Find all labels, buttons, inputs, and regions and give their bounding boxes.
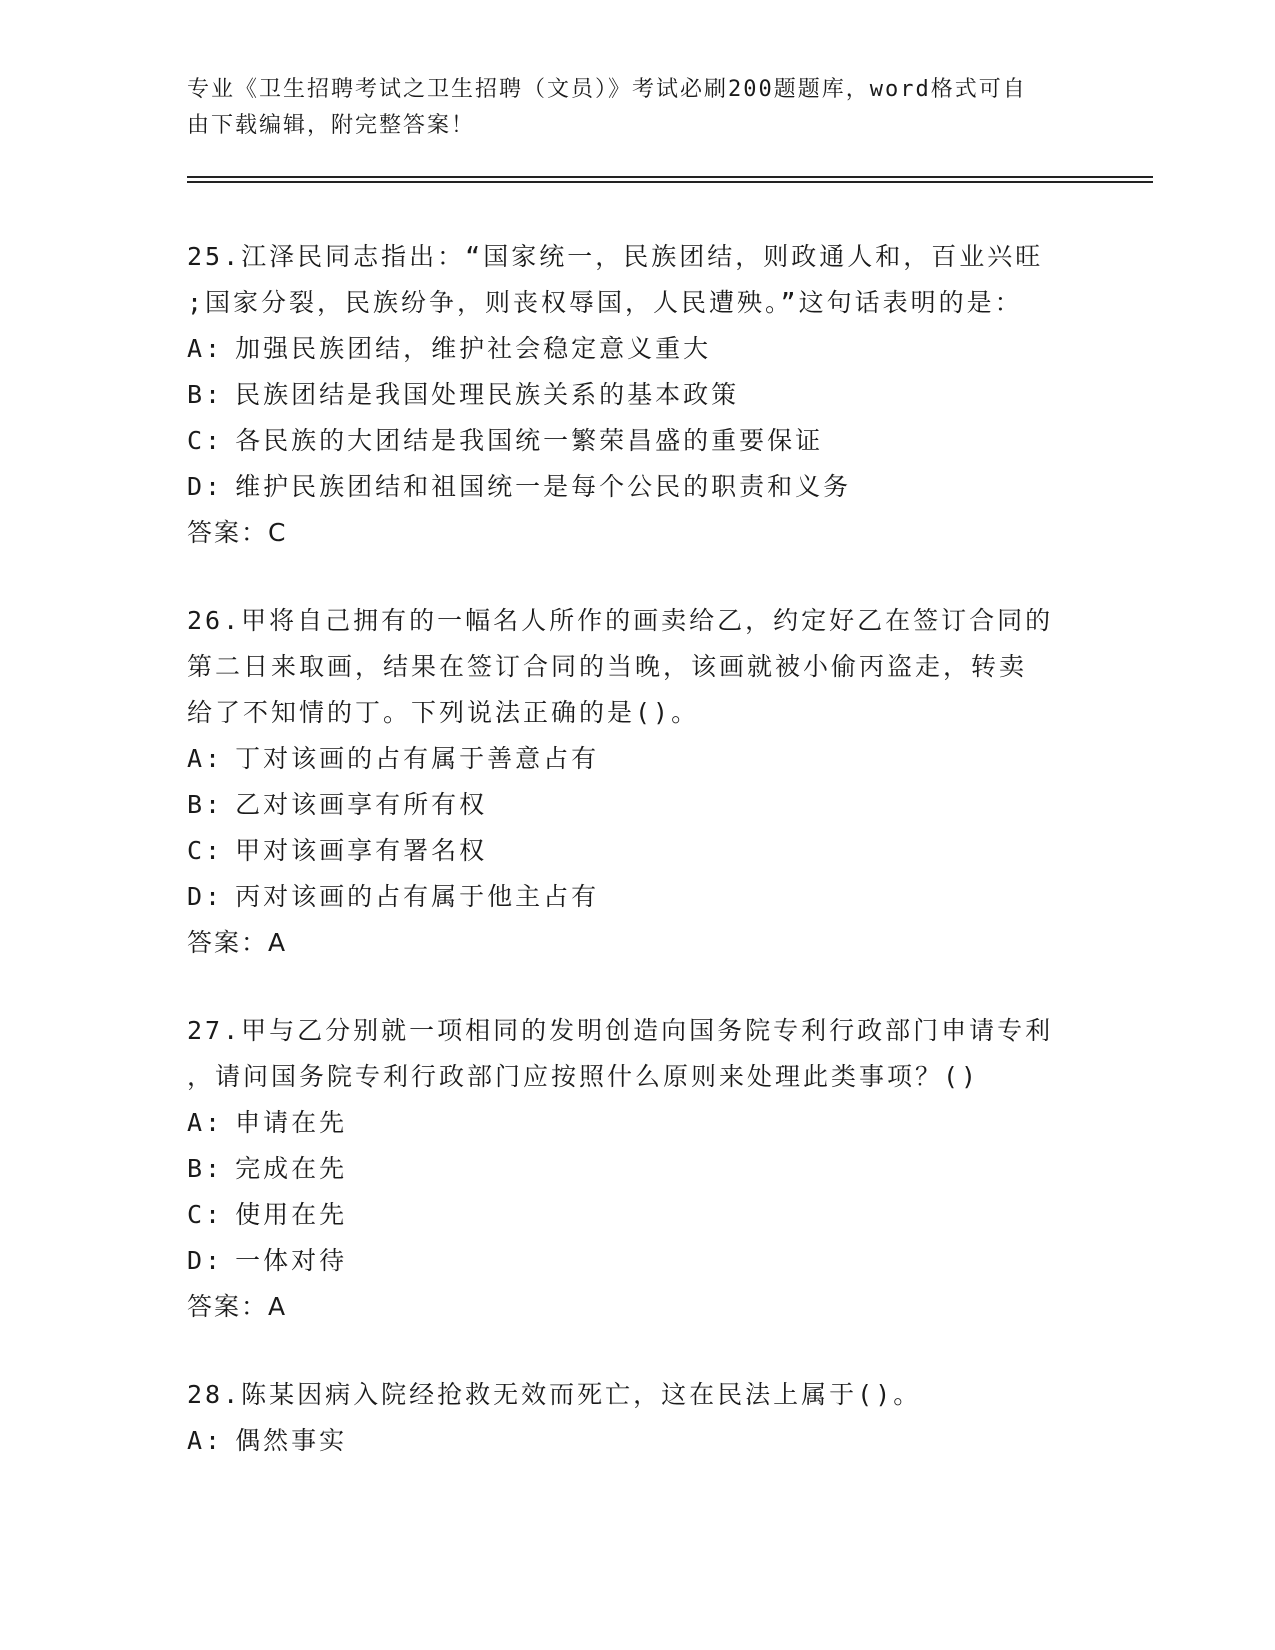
option-key: D: [187,472,224,501]
option-a [187,736,1087,782]
header-divider-top [187,176,1153,178]
option-d [187,874,1087,920]
option-c [187,1192,1087,1238]
option-key: C: [187,836,224,865]
header-line-2: 由下载编辑，附完整答案！ [187,113,476,138]
option-text: 丁对该画的占有属于善意占有 [235,744,600,773]
option-text: 申请在先 [235,1108,348,1137]
option-c [187,418,1087,464]
option-a [187,1418,1087,1464]
option-text: 乙对该画享有所有权 [235,790,488,819]
option-b [187,1146,1087,1192]
option-b [187,782,1087,828]
option-a [187,326,1087,372]
question-text-line: ;国家分裂，民族纷争，则丧权辱国，人民遭殃。”这句话表明的是： [187,288,1023,317]
option-key: D: [187,1246,224,1275]
option-text: 一体对待 [235,1246,348,1275]
question-26 [187,598,1087,966]
option-key: A: [187,334,224,363]
option-key: B: [187,1154,224,1183]
option-text: 各民族的大团结是我国统一繁荣昌盛的重要保证 [235,426,824,455]
question-28 [187,1372,1087,1464]
option-text: 加强民族团结，维护社会稳定意义重大 [235,334,712,363]
header-line-1: 专业《卫生招聘考试之卫生招聘（文员）》考试必刷200题题库，word格式可自 [187,77,1027,102]
option-text: 偶然事实 [235,1426,348,1455]
answer-line: 答案：C [187,518,288,547]
option-key: C: [187,1200,224,1229]
header-divider-bottom [187,181,1153,183]
question-text-line: ，请问国务院专利行政部门应按照什么原则来处理此类事项？() [187,1062,980,1091]
option-b [187,372,1087,418]
option-key: B: [187,380,224,409]
question-27 [187,1008,1087,1330]
option-a [187,1100,1087,1146]
question-text-line: 26.甲将自己拥有的一幅名人所作的画卖给乙，约定好乙在签订合同的 [187,606,1054,635]
option-key: B: [187,790,224,819]
option-text: 丙对该画的占有属于他主占有 [235,882,600,911]
answer-line: 答案：A [187,1292,288,1321]
answer-line: 答案：A [187,928,288,957]
question-text-line: 28.陈某因病入院经抢救无效而死亡，这在民法上属于()。 [187,1380,922,1409]
option-c [187,828,1087,874]
option-text: 维护民族团结和祖国统一是每个公民的职责和义务 [235,472,852,501]
option-key: A: [187,744,224,773]
option-d [187,464,1087,510]
document-header [187,72,1067,144]
option-text: 甲对该画享有署名权 [235,836,488,865]
option-key: A: [187,1426,224,1455]
question-text-line: 给了不知情的丁。下列说法正确的是()。 [187,698,700,727]
question-text-line: 27.甲与乙分别就一项相同的发明创造向国务院专利行政部门申请专利 [187,1016,1054,1045]
option-text: 完成在先 [235,1154,348,1183]
question-25 [187,234,1087,556]
option-key: C: [187,426,224,455]
option-key: A: [187,1108,224,1137]
question-text-line: 25.江泽民同志指出：“国家统一，民族团结，则政通人和，百业兴旺 [187,242,1044,271]
option-text: 使用在先 [235,1200,348,1229]
option-key: D: [187,882,224,911]
option-text: 民族团结是我国处理民族关系的基本政策 [235,380,740,409]
option-d [187,1238,1087,1284]
question-text-line: 第二日来取画，结果在签订合同的当晚，该画就被小偷丙盗走，转卖 [187,652,1028,681]
